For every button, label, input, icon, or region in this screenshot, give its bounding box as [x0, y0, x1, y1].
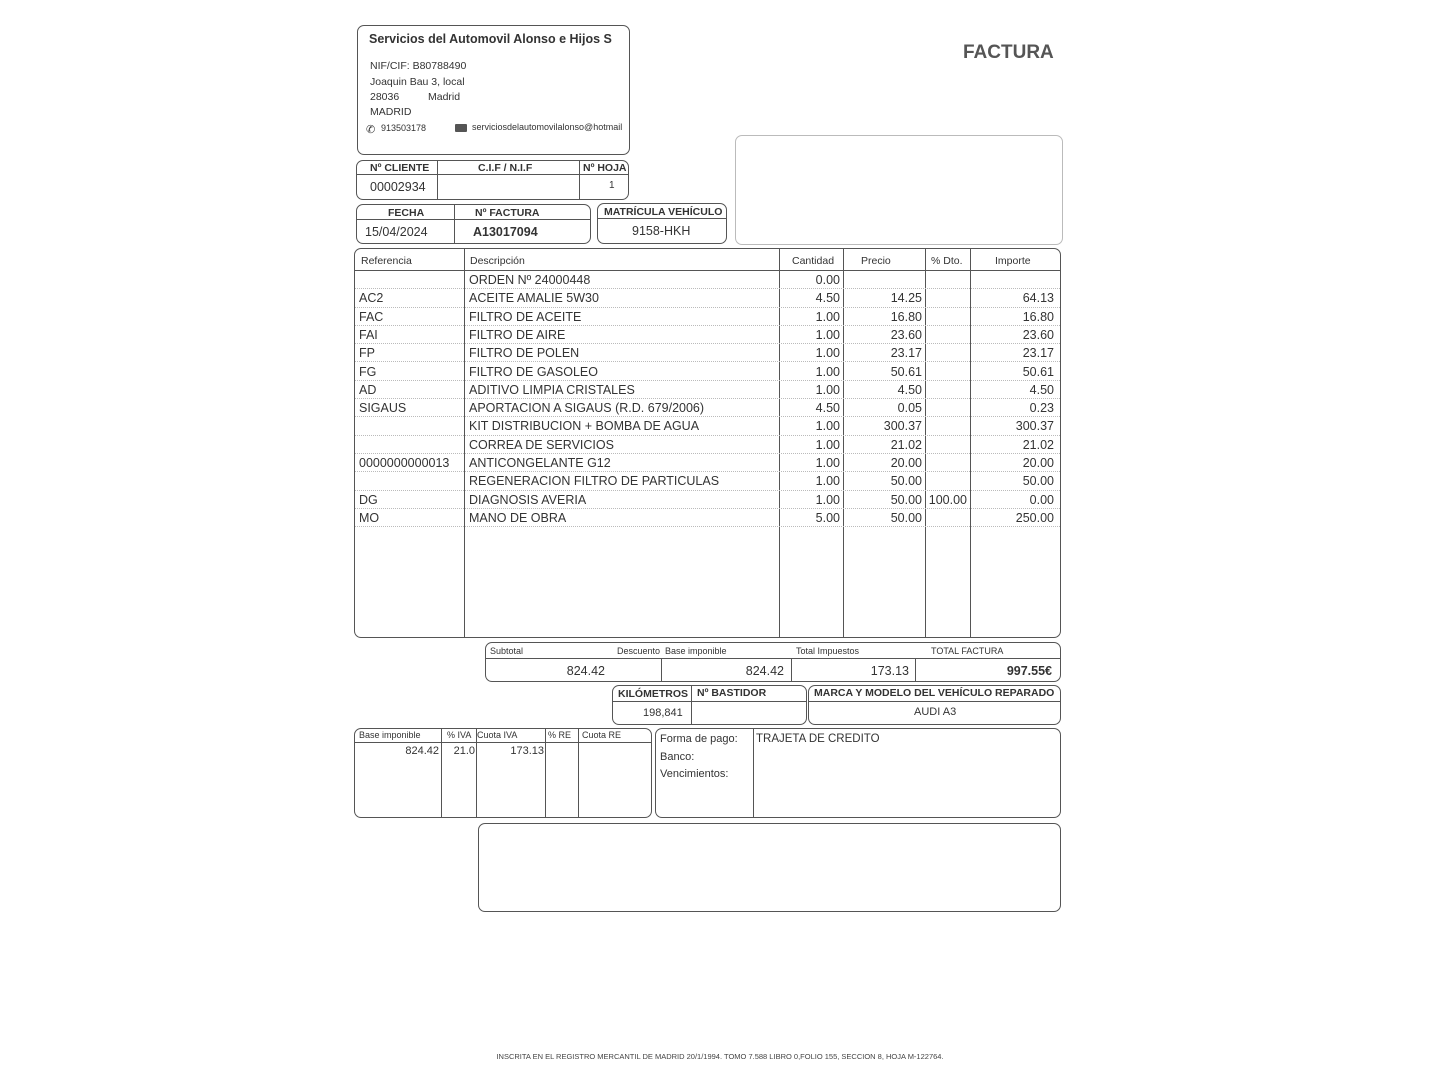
- row-description: ANTICONGELANTE G12: [469, 456, 611, 470]
- payment-box: [655, 728, 1061, 818]
- row-description: KIT DISTRIBUCION + BOMBA DE AGUA: [469, 419, 700, 434]
- row-amount: 16.80: [1022, 309, 1054, 324]
- row-price: 50.00: [890, 474, 922, 489]
- header-desc: Descripción: [470, 255, 525, 267]
- tax-iva-label: % IVA: [447, 730, 472, 740]
- subtotal-value: 824.42: [566, 664, 605, 678]
- model-value: AUDI A3: [914, 706, 957, 718]
- fecha-label: FECHA: [388, 207, 425, 219]
- table-row: [355, 472, 1060, 490]
- table-row: [355, 436, 1060, 454]
- company-province: MADRID: [370, 106, 412, 118]
- row-reference: MO: [359, 510, 380, 525]
- table-row: [355, 271, 1060, 289]
- row-quantity: 1.00: [815, 346, 840, 361]
- table-row: [355, 399, 1060, 417]
- row-quantity: 1.00: [815, 437, 840, 452]
- client-box: [356, 160, 629, 200]
- row-price: 4.50: [897, 382, 922, 397]
- table-row: [355, 308, 1060, 326]
- row-price: 23.17: [890, 346, 922, 361]
- tax-base-value: 824.42: [405, 745, 439, 757]
- client-num: 00002934: [370, 180, 426, 194]
- plate-number: 9158-HKH: [632, 224, 691, 238]
- subtotal-label: Subtotal: [490, 646, 524, 656]
- invoice-box: [356, 204, 591, 244]
- tax-iva-value: 21.0: [453, 745, 475, 757]
- tax-re-label: % RE: [548, 730, 572, 740]
- tax-cuota-iva-value: 173.13: [510, 745, 544, 757]
- table-row: [355, 381, 1060, 399]
- row-quantity: 1.00: [815, 382, 840, 397]
- row-quantity: 4.50: [815, 401, 840, 416]
- row-quantity: 0.00: [815, 273, 840, 287]
- base-label: Base imponible: [665, 646, 727, 656]
- row-description: FILTRO DE POLEN: [469, 346, 580, 361]
- row-quantity: 1.00: [815, 327, 840, 342]
- row-reference: SIGAUS: [359, 401, 407, 416]
- table-row: [355, 326, 1060, 344]
- registry-footer: INSCRITA EN EL REGISTRO MERCANTIL DE MADRID 20/1/1994. TOMO 7.588 LIBRO 0,FOLIO 155, SECCION 8, HOJA M-122764.: [496, 1052, 944, 1061]
- client-hoja-label: Nº HOJA: [583, 162, 627, 174]
- tax-cuota-iva-label: Cuota IVA: [477, 730, 518, 740]
- row-quantity: 4.50: [815, 291, 840, 306]
- client-hoja: 1: [609, 180, 615, 191]
- row-price: 23.60: [890, 327, 922, 342]
- row-amount: 0.00: [1029, 492, 1054, 507]
- company-phone: 913503178: [381, 123, 427, 133]
- row-description: ADITIVO LIMPIA CRISTALES: [469, 382, 635, 397]
- row-description: FILTRO DE ACEITE: [469, 309, 582, 324]
- row-reference: AC2: [359, 291, 384, 306]
- row-amount: 23.60: [1022, 327, 1054, 342]
- row-reference: FP: [359, 346, 375, 361]
- row-description: FILTRO DE AIRE: [469, 327, 566, 342]
- tax-base-label: Base imponible: [359, 730, 421, 740]
- bastidor-label: Nº BASTIDOR: [697, 687, 767, 699]
- km-value: 198,841: [643, 707, 683, 719]
- company-nif: NIF/CIF: B80788490: [370, 60, 467, 72]
- company-email: serviciosdelautomovilalonso@hotmail: [472, 122, 623, 132]
- model-label: MARCA Y MODELO DEL VEHÍCULO REPARADO: [814, 687, 1055, 699]
- table-row: [355, 417, 1060, 435]
- header-imp: Importe: [995, 255, 1031, 267]
- client-cif-label: C.I.F / N.I.F: [478, 162, 533, 174]
- row-quantity: 1.00: [815, 474, 840, 489]
- row-description: APORTACION A SIGAUS (R.D. 679/2006): [469, 401, 705, 416]
- notes-box: [478, 823, 1061, 912]
- taxes-value: 173.13: [870, 664, 909, 678]
- company-name: Servicios del Automovil Alonso e Hijos S: [369, 32, 612, 46]
- row-price: 50.00: [890, 510, 922, 525]
- row-reference: FG: [359, 364, 377, 379]
- total-label: TOTAL FACTURA: [931, 646, 1004, 656]
- email-icon: [455, 124, 467, 132]
- row-quantity: 1.00: [815, 419, 840, 434]
- invoice-lines-table: [354, 248, 1061, 638]
- company-postal-code: 28036: [370, 91, 400, 103]
- header-ref: Referencia: [361, 255, 412, 267]
- table-row: [355, 363, 1060, 381]
- row-price: 300.37: [883, 419, 922, 434]
- row-description: ACEITE AMALIE 5W30: [469, 291, 599, 306]
- plate-box: [597, 203, 727, 244]
- row-quantity: 1.00: [815, 309, 840, 324]
- company-address: Joaquin Bau 3, local: [370, 76, 465, 88]
- row-amount: 20.00: [1022, 456, 1054, 470]
- row-description: FILTRO DE GASOLEO: [469, 364, 598, 379]
- km-label: KILÓMETROS: [618, 688, 688, 700]
- header-qty: Cantidad: [792, 255, 835, 267]
- row-discount: 100.00: [928, 492, 967, 507]
- tax-cuota-re-label: Cuota RE: [582, 730, 622, 740]
- taxes-label: Total Impuestos: [796, 646, 860, 656]
- bank-label: Banco:: [660, 751, 695, 763]
- table-row: [355, 491, 1060, 509]
- row-amount: 64.13: [1022, 291, 1054, 306]
- row-price: 14.25: [890, 291, 922, 306]
- row-quantity: 1.00: [815, 492, 840, 507]
- totals-box: [485, 642, 1061, 682]
- row-amount: 300.37: [1015, 419, 1054, 434]
- row-reference: AD: [359, 382, 377, 397]
- table-row: [355, 454, 1060, 472]
- row-description: DIAGNOSIS AVERIA: [469, 492, 587, 507]
- row-reference: 0000000000013: [359, 456, 450, 470]
- row-amount: 0.23: [1029, 401, 1054, 416]
- payment-method-label: Forma de pago:: [660, 733, 738, 745]
- client-address-box: [735, 135, 1063, 245]
- row-reference: FAI: [359, 327, 378, 342]
- row-price: 50.61: [890, 364, 922, 379]
- row-price: 16.80: [890, 309, 922, 324]
- row-price: 0.05: [897, 401, 922, 416]
- client-num-label: Nº CLIENTE: [370, 162, 430, 174]
- table-row: [355, 289, 1060, 307]
- discount-label: Descuento: [617, 646, 661, 656]
- row-price: 50.00: [890, 492, 922, 507]
- due-dates-label: Vencimientos:: [660, 768, 729, 780]
- row-amount: 50.00: [1022, 474, 1054, 489]
- row-quantity: 5.00: [815, 510, 840, 525]
- row-amount: 50.61: [1022, 364, 1054, 379]
- row-quantity: 1.00: [815, 456, 840, 470]
- row-amount: 4.50: [1029, 382, 1054, 397]
- header-dto: % Dto.: [931, 255, 963, 267]
- row-price: 20.00: [890, 456, 922, 470]
- row-amount: 250.00: [1015, 510, 1054, 525]
- row-description: CORREA DE SERVICIOS: [469, 437, 614, 452]
- row-amount: 23.17: [1022, 346, 1054, 361]
- mileage-box: [612, 685, 807, 725]
- payment-method-value: TRAJETA DE CREDITO: [756, 733, 880, 745]
- table-header: [355, 249, 1060, 271]
- row-reference: DG: [359, 492, 378, 507]
- phone-icon: ✆: [366, 124, 376, 136]
- tax-breakdown-box: [354, 728, 652, 818]
- header-price: Precio: [861, 255, 891, 267]
- row-amount: 21.02: [1022, 437, 1054, 452]
- company-box: [357, 25, 630, 155]
- total-value: 997.55€: [1006, 664, 1052, 678]
- plate-label: MATRÍCULA VEHÍCULO: [604, 206, 723, 218]
- table-row: [355, 344, 1060, 362]
- invoice-date: 15/04/2024: [365, 225, 428, 239]
- row-description: ORDEN Nº 24000448: [469, 273, 591, 287]
- table-row: [355, 509, 1060, 527]
- invoice-number: A13017094: [473, 225, 538, 239]
- vehicle-model-box: [808, 685, 1061, 725]
- row-quantity: 1.00: [815, 364, 840, 379]
- invoice-num-label: Nº FACTURA: [475, 207, 540, 219]
- row-description: MANO DE OBRA: [469, 510, 567, 525]
- company-city: Madrid: [428, 91, 461, 103]
- row-description: REGENERACION FILTRO DE PARTICULAS: [469, 474, 720, 489]
- row-price: 21.02: [890, 437, 922, 452]
- page-title: FACTURA: [963, 42, 1054, 63]
- base-value: 824.42: [745, 664, 784, 678]
- row-reference: FAC: [359, 309, 384, 324]
